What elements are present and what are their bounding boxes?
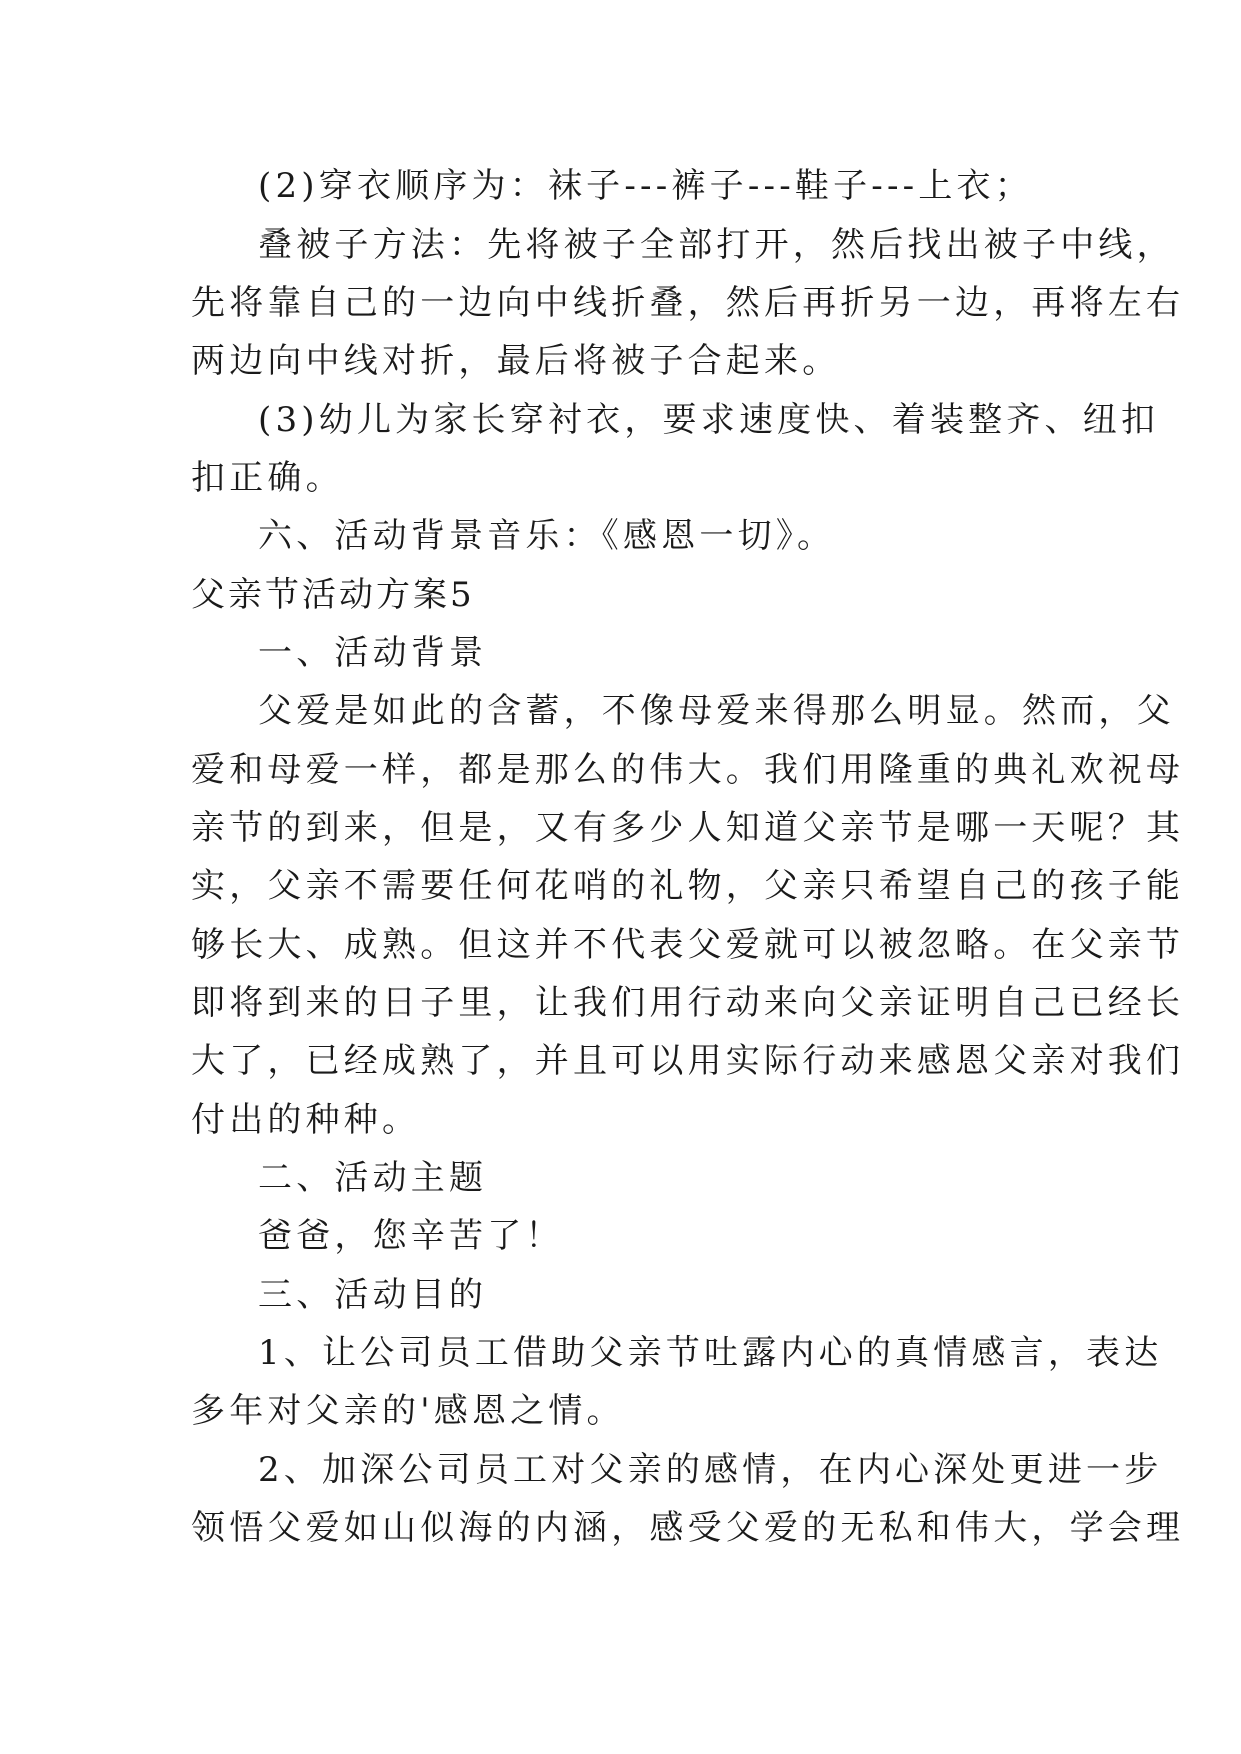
text-line: 两边向中线对折，最后将被子合起来。 (191, 341, 841, 381)
text-line: 爸爸，您辛苦了！ (258, 1216, 564, 1256)
text-line: 六、活动背景音乐：《感恩一切》。 (258, 516, 836, 556)
text-line: 大了，已经成熟了，并且可以用实际行动来感恩父亲对我们 (191, 1041, 1185, 1081)
text-line: 付出的种种。 (191, 1100, 421, 1140)
text-line: 叠被子方法：先将被子全部打开，然后找出被子中线， (258, 225, 1175, 265)
subsection-heading: 一、活动背景 (258, 633, 488, 673)
text-line: 扣正确。 (191, 458, 344, 498)
text-line: 1、让公司员工借助父亲节吐露内心的真情感言，表达 (258, 1333, 1163, 1373)
text-line: 即将到来的日子里，让我们用行动来向父亲证明自己已经长 (191, 983, 1185, 1023)
subsection-heading: 三、活动目的 (258, 1275, 488, 1315)
text-line: 实，父亲不需要任何花哨的礼物，父亲只希望自己的孩子能 (191, 866, 1185, 906)
text-line: 爱和母爱一样，都是那么的伟大。我们用隆重的典礼欢祝母 (191, 750, 1185, 790)
text-line: 先将靠自己的一边向中线折叠，然后再折另一边，再将左右 (191, 283, 1185, 323)
text-line: 2、加深公司员工对父亲的感情，在内心深处更进一步 (258, 1450, 1163, 1490)
text-line: 领悟父爱如山似海的内涵，感受父爱的无私和伟大，学会理 (191, 1508, 1185, 1548)
text-line: 够长大、成熟。但这并不代表父爱就可以被忽略。在父亲节 (191, 925, 1185, 965)
subsection-heading: 二、活动主题 (258, 1158, 488, 1198)
text-line: (3)幼儿为家长穿衬衣，要求速度快、着装整齐、纽扣 (258, 400, 1160, 440)
text-line: 父爱是如此的含蓄，不像母爱来得那么明显。然而，父 (258, 691, 1175, 731)
text-line: 多年对父亲的'感恩之情。 (191, 1391, 625, 1431)
section-heading: 父亲节活动方案5 (191, 575, 475, 615)
text-line: 亲节的到来，但是，又有多少人知道父亲节是哪一天呢？其 (191, 808, 1185, 848)
text-line: (2)穿衣顺序为：袜子---裤子---鞋子---上衣； (258, 166, 1033, 206)
